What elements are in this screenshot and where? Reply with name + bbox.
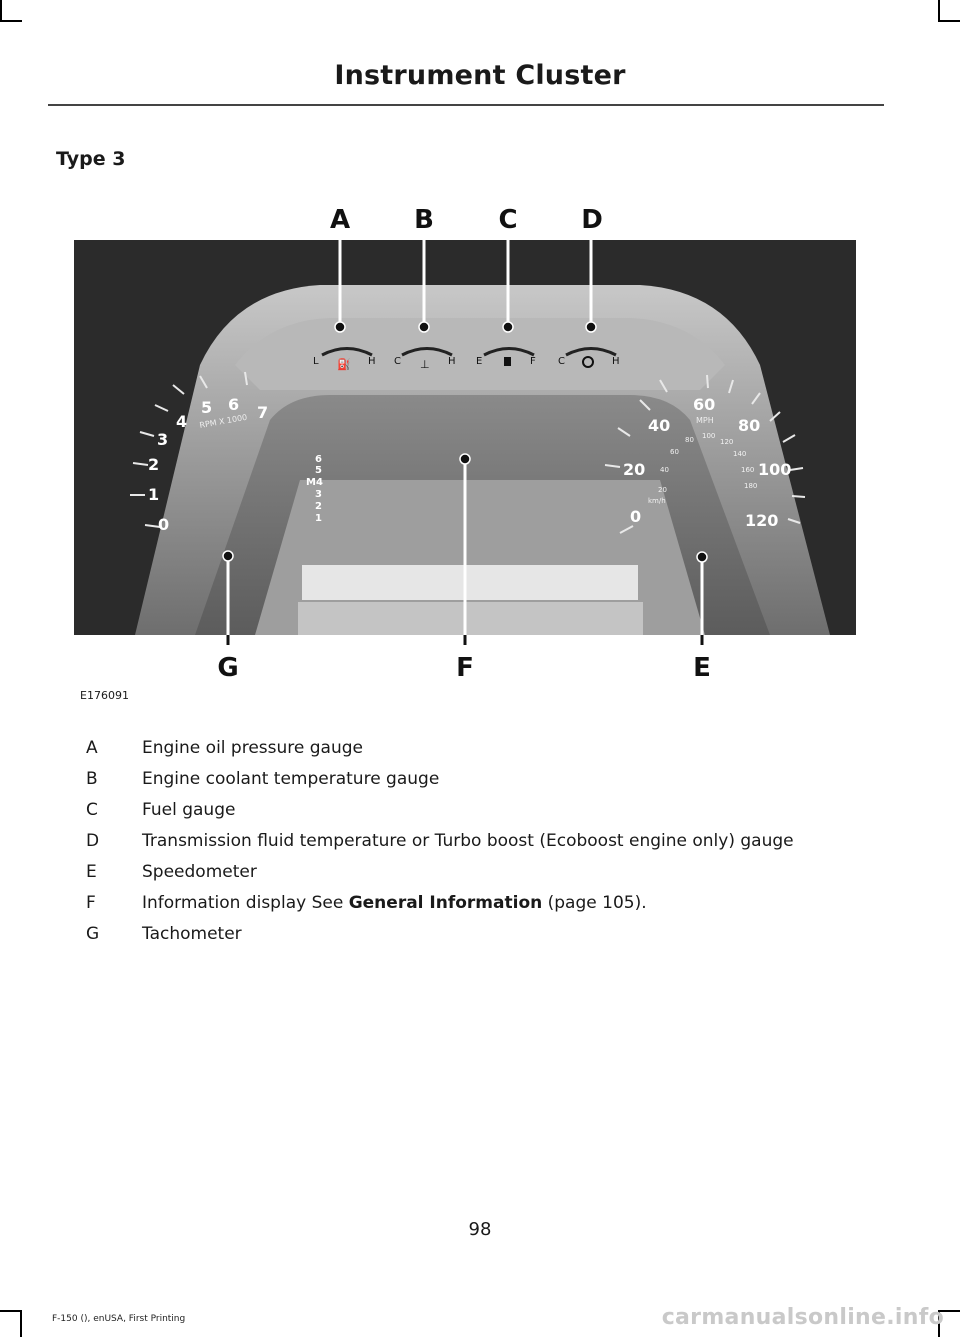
tach-number: 6 <box>228 395 240 414</box>
callout-label-a: A <box>329 205 351 235</box>
fuel-pump-icon <box>504 357 511 366</box>
callout-label-f: F <box>456 653 474 683</box>
instrument-cluster-figure <box>0 190 960 710</box>
callout-label-c: C <box>498 205 518 235</box>
legend-description: Engine oil pressure gauge <box>142 738 363 758</box>
kmh-number: 180 <box>744 482 758 490</box>
speed-number: 120 <box>745 511 779 530</box>
tach-number: 2 <box>148 455 160 474</box>
tach-number: 0 <box>158 515 170 534</box>
legend-description: Fuel gauge <box>142 800 236 820</box>
trans-cold-label: C <box>558 356 565 367</box>
kmh-unit-label: km/h <box>648 497 666 505</box>
header-divider <box>48 104 884 106</box>
tach-number: 7 <box>257 403 269 422</box>
kmh-number: 40 <box>660 466 669 474</box>
tachometer-unit-label: RPM X 1000 <box>198 412 248 430</box>
speed-number: 60 <box>693 395 716 414</box>
center-screen-highlight <box>302 565 638 600</box>
legend-letter: B <box>86 769 98 789</box>
footer-edition: F-150 (), enUSA, First Printing <box>52 1314 186 1324</box>
legend-letter: A <box>86 738 98 758</box>
speedometer-unit-label: MPH <box>696 416 714 425</box>
crop-mark <box>0 1310 22 1312</box>
legend-item <box>0 738 960 766</box>
legend-text-before: Information display See <box>142 893 349 913</box>
oil-high-label: H <box>368 356 376 367</box>
kmh-number: 20 <box>658 486 667 494</box>
oil-low-label: L <box>313 356 319 367</box>
legend-item <box>0 831 960 859</box>
legend-item <box>0 924 960 952</box>
trans-hot-label: H <box>612 356 620 367</box>
legend-description: Transmission fluid temperature or Turbo boost (Ecoboost engine only) gauge <box>142 831 794 851</box>
callout-label-d: D <box>581 205 603 235</box>
legend-letter: F <box>86 893 96 913</box>
coolant-hot-label: H <box>448 356 456 367</box>
kmh-number: 160 <box>741 466 755 474</box>
crop-mark <box>938 20 960 22</box>
watermark: carmanualsonline.info <box>661 1305 944 1330</box>
gear-number: 1 <box>315 513 322 524</box>
speed-number: 80 <box>738 416 761 435</box>
legend-item <box>0 800 960 828</box>
speed-number: 20 <box>623 460 646 479</box>
figure-id: E176091 <box>80 689 129 702</box>
thermometer-icon: ⊥ <box>420 358 430 371</box>
legend-letter: D <box>86 831 100 851</box>
oil-can-icon: ⛽ <box>337 358 351 371</box>
legend-letter: C <box>86 800 98 820</box>
gear-number: 6 <box>315 454 322 465</box>
crop-mark <box>0 20 22 22</box>
gear-number: 3 <box>315 489 322 500</box>
kmh-number: 120 <box>720 438 734 446</box>
speed-number: 0 <box>630 507 642 526</box>
speed-number: 40 <box>648 416 671 435</box>
kmh-number: 60 <box>670 448 679 456</box>
crop-mark <box>20 1310 22 1337</box>
tach-number: 1 <box>148 485 160 504</box>
legend-description <box>142 893 647 913</box>
fuel-empty-label: E <box>476 356 483 367</box>
legend-letter: E <box>86 862 97 882</box>
crop-mark <box>938 0 940 22</box>
cross-reference-link[interactable]: General Information <box>348 893 543 913</box>
speed-number: 100 <box>758 460 792 479</box>
callout-label-e: E <box>693 653 711 683</box>
crop-mark <box>0 0 2 22</box>
instrument-cluster-illustration <box>0 190 960 710</box>
gauge-band <box>235 318 725 390</box>
coolant-cold-label: C <box>394 356 401 367</box>
gear-number: 5 <box>315 465 322 476</box>
legend-description: Tachometer <box>142 924 242 944</box>
page-number: 98 <box>468 1219 492 1240</box>
callout-label-b: B <box>414 205 434 235</box>
center-screen-lower <box>298 602 643 635</box>
page-header-title: Instrument Cluster <box>334 60 626 91</box>
tach-number: 5 <box>201 398 213 417</box>
fuel-full-label: F <box>530 356 536 367</box>
legend-item <box>0 862 960 890</box>
tach-number: 4 <box>176 412 188 431</box>
kmh-number: 140 <box>733 450 747 458</box>
tach-number: 3 <box>157 430 169 449</box>
gear-number: M4 <box>306 477 323 488</box>
gear-number: 2 <box>315 501 322 512</box>
legend-letter: G <box>86 924 100 944</box>
legend-description: Engine coolant temperature gauge <box>142 769 440 789</box>
kmh-number: 100 <box>702 432 716 440</box>
legend-item <box>0 769 960 797</box>
callout-label-g: G <box>217 653 239 683</box>
legend-text-after: (page 105). <box>542 893 647 913</box>
section-title: Type 3 <box>56 148 126 170</box>
legend-description: Speedometer <box>142 862 257 882</box>
legend-item <box>0 893 960 921</box>
kmh-number: 80 <box>685 436 694 444</box>
